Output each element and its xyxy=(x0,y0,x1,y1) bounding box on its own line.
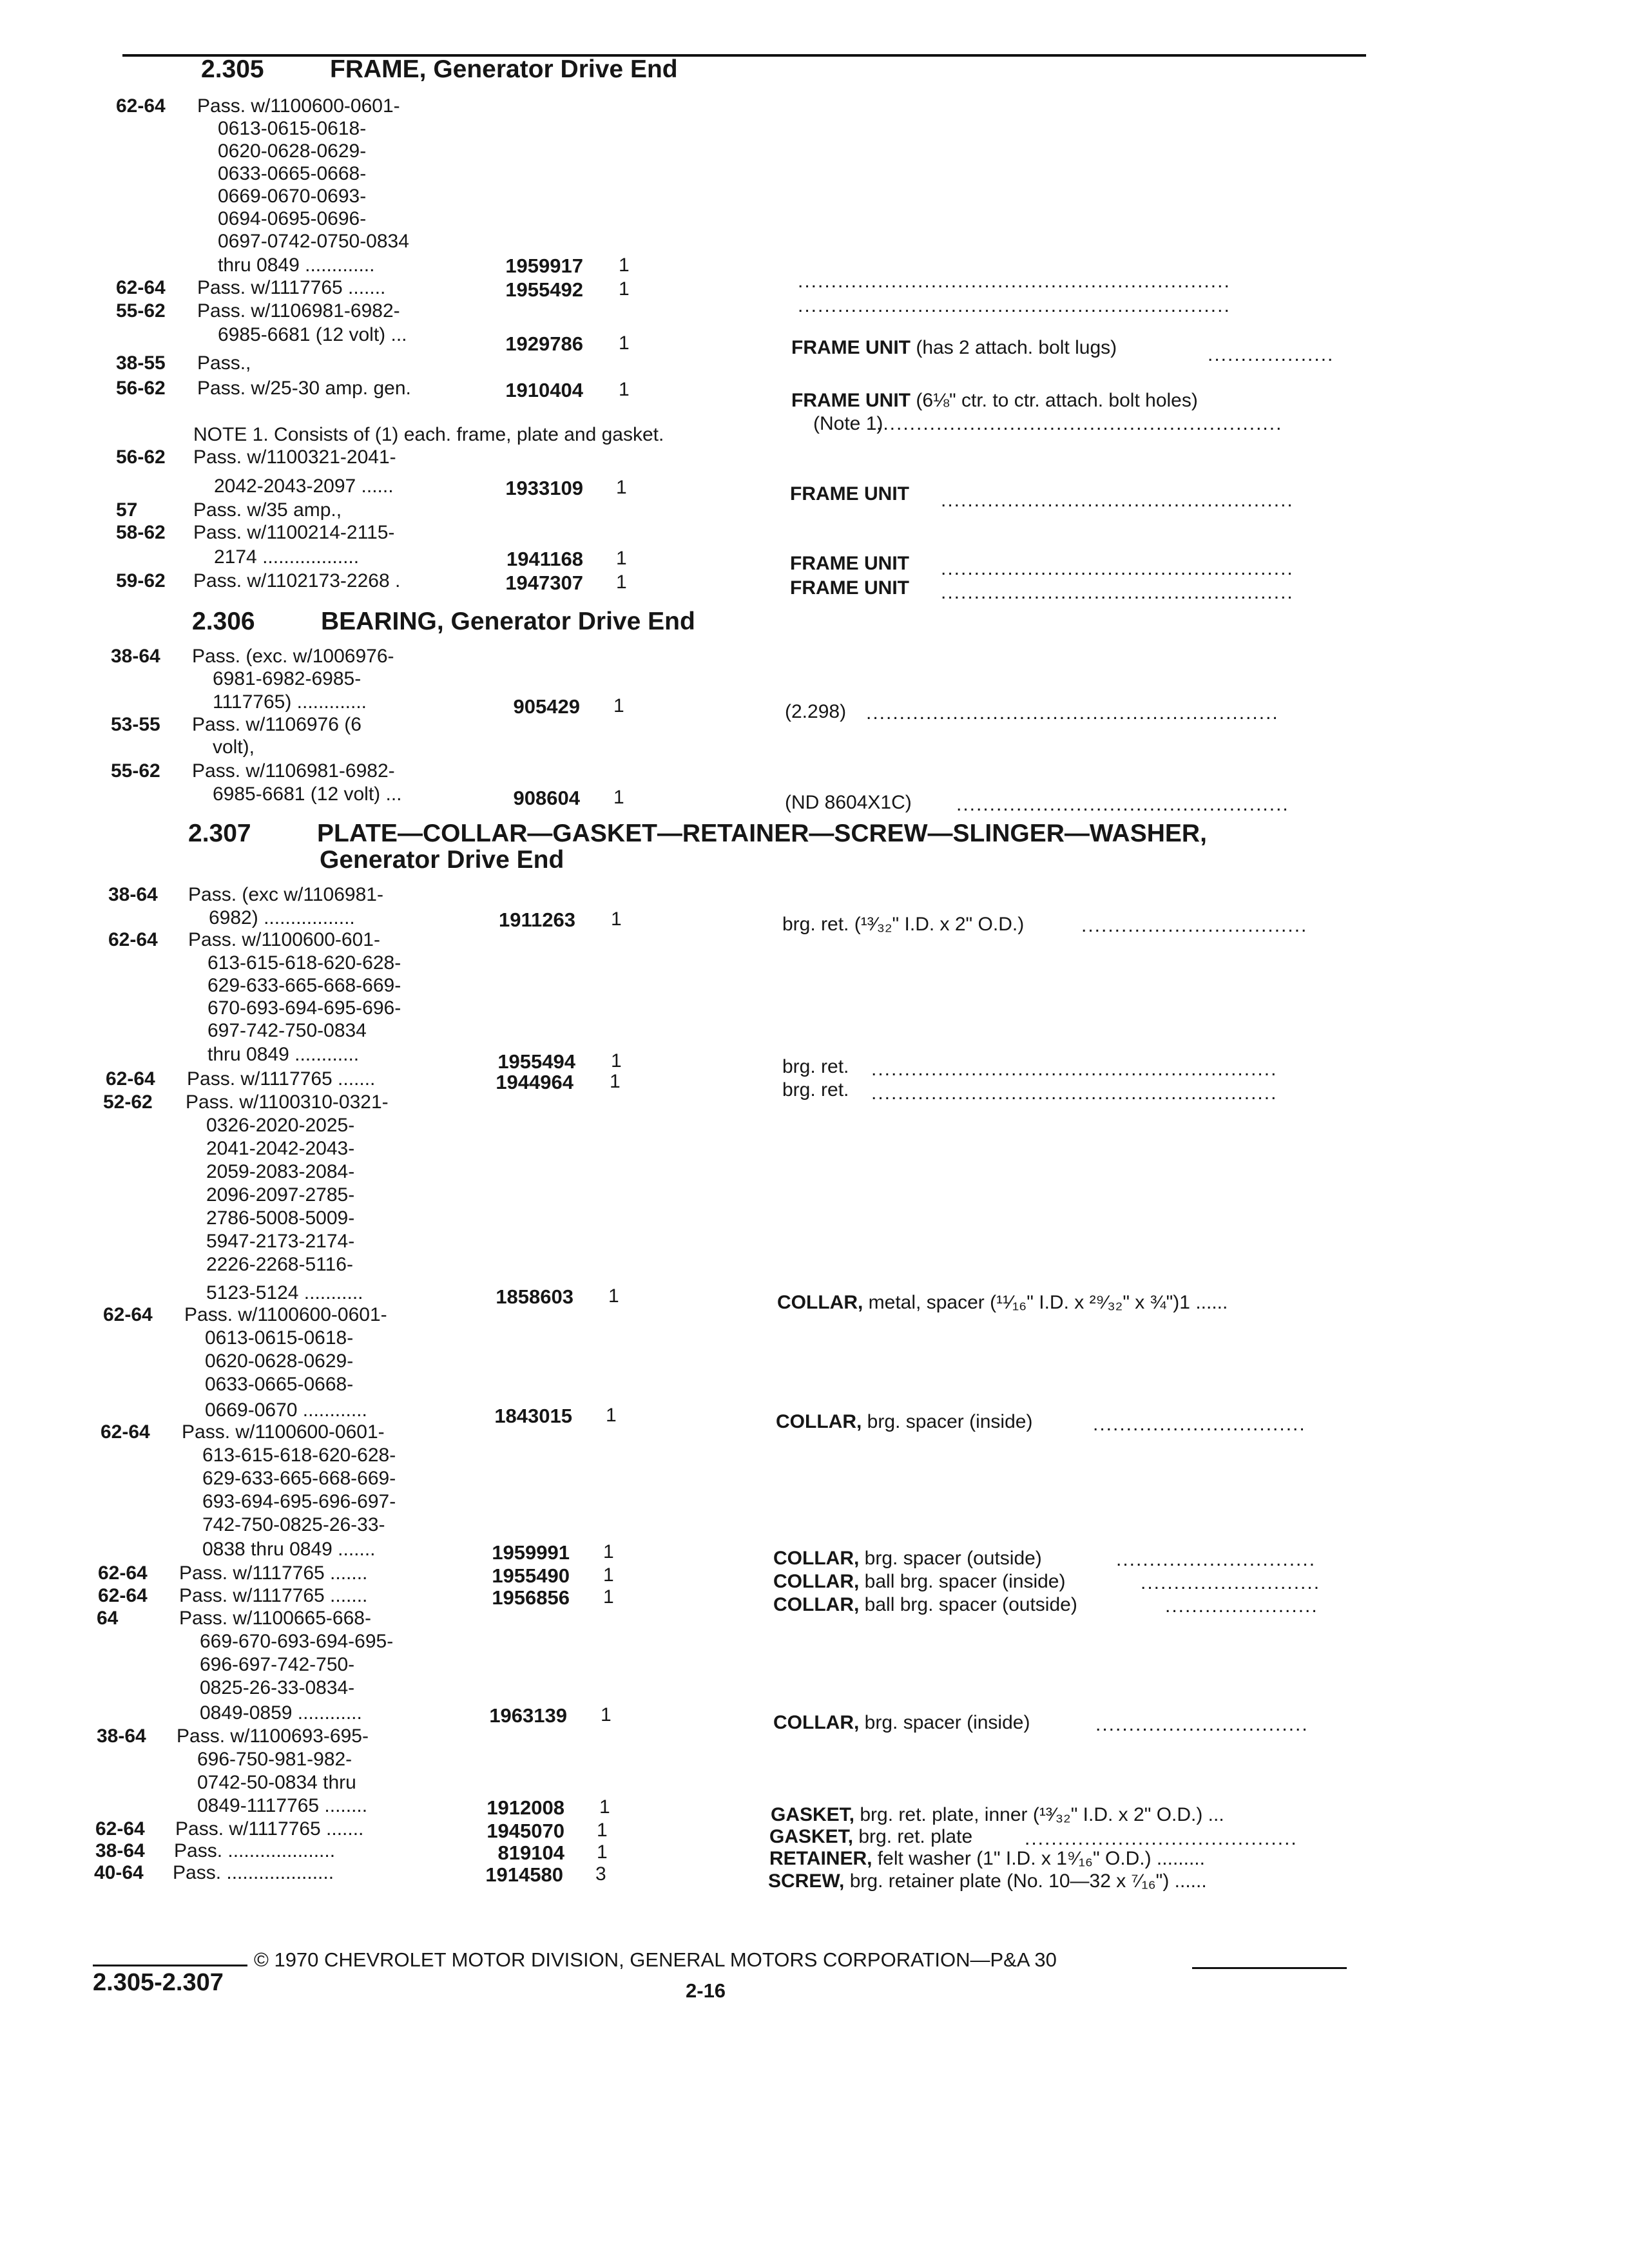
section-heading-2305 xyxy=(201,55,678,84)
page-number: 2-16 xyxy=(686,1979,726,2002)
application-line: 6985-6681 (12 volt) ... xyxy=(213,783,402,805)
application-line: 0849-0859 ............ xyxy=(200,1702,362,1724)
application-line: 6981-6982-6985- xyxy=(213,668,361,689)
application-line: 5947-2173-2174- xyxy=(206,1231,355,1252)
leader-dots: ....................... xyxy=(1165,1595,1318,1617)
application-line: 0694-0695-0696- xyxy=(218,208,367,229)
application-line: Pass. w/1100600-0601- xyxy=(197,95,400,117)
application-line: Pass. w/1100321-2041- xyxy=(193,447,396,468)
footer-copyright: © 1970 CHEVROLET MOTOR DIVISION, GENERAL MOTORS CORPORATION—P&A 30 xyxy=(254,1948,1057,1971)
part-description: SCREW, brg. retainer plate (No. 10—32 x ⁷⁄₁₆") ...... xyxy=(768,1870,1207,1892)
part-number: 1955490 xyxy=(492,1564,570,1587)
application-line: 0742-50-0834 thru xyxy=(197,1772,356,1793)
application-line: 6985-6681 (12 volt) ... xyxy=(218,324,407,345)
part-description: (ND 8604X1C) xyxy=(785,792,912,813)
leader-dots: .............................. xyxy=(1116,1549,1316,1570)
part-description: COLLAR, brg. spacer (outside) xyxy=(773,1548,1042,1569)
application-line: Pass. w/25-30 amp. gen. xyxy=(197,378,411,399)
quantity: 1 xyxy=(616,477,627,498)
part-number: 1955492 xyxy=(505,278,583,301)
years: 56-62 xyxy=(116,447,166,468)
quantity: 1 xyxy=(613,695,624,716)
years: 62-64 xyxy=(103,1304,153,1325)
application-line: 0633-0665-0668- xyxy=(218,163,367,184)
part-number: 905429 xyxy=(513,695,580,718)
quantity: 1 xyxy=(603,1586,614,1608)
part-description: RETAINER, felt washer (1" I.D. x 1⁹⁄₁₆" O.D.) ......... xyxy=(769,1848,1205,1869)
quantity: 1 xyxy=(619,278,630,300)
application-line: Pass. .................... xyxy=(174,1840,336,1861)
part-description: (2.298) xyxy=(785,701,847,722)
leader-dots: ............................................................. xyxy=(871,1082,1278,1104)
application-line: 2059-2083-2084- xyxy=(206,1161,355,1182)
years: 59-62 xyxy=(116,570,166,591)
part-number: 1914580 xyxy=(485,1863,563,1886)
leader-dots: ................................ xyxy=(1093,1414,1306,1435)
years: 62-64 xyxy=(106,1068,155,1090)
application-line: Pass. w/1100600-0601- xyxy=(184,1304,387,1325)
years: 62-64 xyxy=(116,277,166,298)
footer-rule-left xyxy=(93,1965,247,1966)
quantity: 1 xyxy=(619,332,630,354)
part-number: 1963139 xyxy=(489,1704,567,1727)
application-line: 742-750-0825-26-33- xyxy=(202,1514,385,1535)
application-line: 0620-0628-0629- xyxy=(205,1350,354,1372)
application-line: 2786-5008-5009- xyxy=(206,1207,355,1229)
application-line: Pass. w/1117765 ....... xyxy=(197,277,386,298)
leader-dots: ..................................................... xyxy=(941,558,1294,579)
part-description: COLLAR, ball brg. spacer (outside) xyxy=(773,1594,1077,1615)
application-line: volt), xyxy=(213,736,255,758)
part-description: brg. ret. (¹³⁄₃₂" I.D. x 2" O.D.) xyxy=(782,914,1025,935)
years: 53-55 xyxy=(111,714,160,735)
quantity: 1 xyxy=(613,787,624,808)
application-line: Pass. w/1117765 ....... xyxy=(179,1585,368,1606)
leader-dots: ......................................... xyxy=(1025,1828,1298,1849)
years: 38-64 xyxy=(111,646,160,667)
part-description: FRAME UNIT (has 2 attach. bolt lugs) xyxy=(791,337,1117,358)
application-line: 0825-26-33-0834- xyxy=(200,1677,355,1698)
part-number: 1912008 xyxy=(487,1796,564,1819)
application-line: 629-633-665-668-669- xyxy=(207,975,401,996)
application-line: 2096-2097-2785- xyxy=(206,1184,355,1206)
application-line: 693-694-695-696-697- xyxy=(202,1491,396,1512)
application-line: 0697-0742-0750-0834 xyxy=(218,231,409,252)
footer-rule-right xyxy=(1192,1967,1347,1969)
quantity: 1 xyxy=(608,1285,619,1307)
years: 62-64 xyxy=(98,1585,148,1606)
application-line: Pass. w/1106981-6982- xyxy=(197,300,400,322)
years: 58-62 xyxy=(116,522,166,543)
application-line: 0669-0670 ............ xyxy=(205,1399,367,1421)
quantity: 1 xyxy=(611,908,622,930)
quantity: 1 xyxy=(619,255,630,276)
part-description: brg. ret. xyxy=(782,1079,849,1100)
years: 62-64 xyxy=(95,1818,145,1840)
application-line: 2226-2268-5116- xyxy=(206,1254,353,1275)
years: 55-62 xyxy=(111,760,160,782)
part-number: 1947307 xyxy=(505,572,583,594)
application-line: 613-615-618-620-628- xyxy=(207,952,401,974)
application-line: 5123-5124 ........... xyxy=(206,1282,363,1303)
application-line: Pass. (exc. w/1006976- xyxy=(192,646,394,667)
years: 38-64 xyxy=(95,1840,145,1861)
application-line: 0669-0670-0693- xyxy=(218,186,367,207)
section-subtitle: Generator Drive End xyxy=(320,846,564,874)
part-description: COLLAR, ball brg. spacer (inside) xyxy=(773,1571,1066,1592)
years: 62-64 xyxy=(116,95,166,117)
part-description: brg. ret. xyxy=(782,1056,849,1077)
years: 57 xyxy=(116,499,138,521)
application-line: Pass. w/35 amp., xyxy=(193,499,342,521)
section-number: 2.307 xyxy=(188,820,251,847)
quantity: 1 xyxy=(603,1564,614,1586)
leader-dots: ................................................................. xyxy=(798,295,1231,316)
leader-dots: ..................................................... xyxy=(941,490,1294,511)
application-line: 629-633-665-668-669- xyxy=(202,1468,396,1489)
application-line: Pass. w/1106981-6982- xyxy=(192,760,395,782)
part-number: 1945070 xyxy=(487,1820,564,1842)
quantity: 1 xyxy=(610,1071,621,1092)
application-line: Pass. .................... xyxy=(173,1862,334,1883)
part-number: 1944964 xyxy=(496,1071,574,1093)
part-number: 1956856 xyxy=(492,1586,570,1609)
application-line: 1117765) ............. xyxy=(213,691,367,713)
part-number: 1929786 xyxy=(505,332,583,355)
leader-dots: ................................ xyxy=(1095,1714,1309,1735)
part-description: GASKET, brg. ret. plate, inner (¹³⁄₃₂" I.D. x 2" O.D.) ... xyxy=(771,1804,1224,1825)
quantity: 1 xyxy=(599,1796,610,1818)
application-line: Pass. w/1102173-2268 . xyxy=(193,570,401,591)
application-line: Pass. w/1100310-0321- xyxy=(186,1091,389,1113)
quantity: 1 xyxy=(616,572,627,593)
part-note-ref: (Note 1) xyxy=(813,413,883,434)
quantity: 1 xyxy=(616,548,627,569)
years: 38-64 xyxy=(108,884,158,905)
application-line: Pass. w/1100214-2115- xyxy=(193,522,395,543)
application-line: 669-670-693-694-695- xyxy=(200,1631,394,1652)
part-number: 1959917 xyxy=(505,255,583,277)
application-line: 2041-2042-2043- xyxy=(206,1138,355,1159)
part-description: COLLAR, brg. spacer (inside) xyxy=(773,1712,1030,1733)
application-line: Pass. w/1117765 ....... xyxy=(179,1562,368,1584)
years: 62-64 xyxy=(98,1562,148,1584)
leader-dots: ................................................................. xyxy=(798,271,1231,292)
leader-dots: .............................................................. xyxy=(866,702,1279,724)
application-line: 2042-2043-2097 ...... xyxy=(214,476,394,497)
years: 52-62 xyxy=(103,1091,153,1113)
years: 55-62 xyxy=(116,300,166,322)
quantity: 1 xyxy=(597,1841,608,1863)
section-heading-2306 xyxy=(192,608,695,636)
part-number: 1910404 xyxy=(505,379,583,401)
application-line: 0326-2020-2025- xyxy=(206,1115,355,1136)
application-line: 697-742-750-0834 xyxy=(207,1020,367,1041)
footer-section-range: 2.305-2.307 xyxy=(93,1969,224,1996)
part-description: GASKET, brg. ret. plate xyxy=(769,1826,973,1847)
years: 64 xyxy=(97,1608,119,1629)
application-line: Pass. w/1100665-668- xyxy=(179,1608,371,1629)
application-line: Pass. w/1117765 ....... xyxy=(187,1068,376,1090)
part-description: COLLAR, brg. spacer (inside) xyxy=(776,1411,1033,1432)
part-number: 1843015 xyxy=(494,1405,572,1427)
application-line: 670-693-694-695-696- xyxy=(207,997,401,1019)
application-line: 0613-0615-0618- xyxy=(205,1327,354,1349)
section-number: 2.306 xyxy=(192,608,255,635)
part-number: 1959991 xyxy=(492,1541,570,1564)
section-title: PLATE—COLLAR—GASKET—RETAINER—SCREW—SLINGER—WASHER, xyxy=(317,820,1207,847)
section-title: FRAME, Generator Drive End xyxy=(330,55,678,83)
part-number: 1941168 xyxy=(506,548,583,570)
application-line: 0633-0665-0668- xyxy=(205,1374,354,1395)
years: 62-64 xyxy=(108,929,158,950)
section-heading-2307 xyxy=(188,820,1207,848)
application-line: 0849-1117765 ........ xyxy=(197,1795,368,1816)
years: 40-64 xyxy=(94,1862,144,1883)
section-title: BEARING, Generator Drive End xyxy=(321,608,695,635)
part-number: 1955494 xyxy=(497,1050,575,1073)
years: 56-62 xyxy=(116,378,166,399)
years: 62-64 xyxy=(101,1421,150,1443)
quantity: 1 xyxy=(606,1405,617,1426)
quantity: 1 xyxy=(603,1541,614,1562)
application-line: Pass. w/1100693-695- xyxy=(177,1725,369,1747)
leader-dots: .................................................. xyxy=(956,794,1289,815)
application-line: Pass. w/1117765 ....... xyxy=(175,1818,364,1840)
leader-dots: ............................................................. xyxy=(876,413,1283,434)
part-description: FRAME UNIT xyxy=(790,483,909,505)
part-description: COLLAR, metal, spacer (¹¹⁄₁₆" I.D. x ²⁹⁄₃₂" x ¾")1 ...... xyxy=(777,1292,1228,1313)
application-line: Pass. (exc w/1106981- xyxy=(188,884,383,905)
quantity: 1 xyxy=(619,379,630,400)
years: 38-64 xyxy=(97,1725,146,1747)
application-line: 696-697-742-750- xyxy=(200,1654,355,1675)
part-description: FRAME UNIT xyxy=(790,577,909,599)
application-line: Pass. w/1106976 (6 xyxy=(192,714,361,735)
application-line: thru 0849 ............ xyxy=(207,1044,360,1065)
application-line: thru 0849 ............. xyxy=(218,255,375,276)
leader-dots: ........................... xyxy=(1141,1572,1321,1593)
application-line: 696-750-981-982- xyxy=(197,1749,352,1770)
part-number: 1858603 xyxy=(496,1285,574,1308)
part-description: FRAME UNIT xyxy=(790,553,909,574)
leader-dots: ............................................................. xyxy=(871,1059,1278,1080)
section-number: 2.305 xyxy=(201,55,264,83)
application-line: Pass., xyxy=(197,352,251,374)
application-line: 2174 .................. xyxy=(214,546,360,568)
quantity: 3 xyxy=(595,1863,606,1885)
leader-dots: ..................................................... xyxy=(941,582,1294,603)
part-number: 1933109 xyxy=(505,477,583,499)
application-line: 0620-0628-0629- xyxy=(218,140,367,162)
application-line: 0838 thru 0849 ....... xyxy=(202,1539,376,1560)
quantity: 1 xyxy=(597,1820,608,1841)
part-number: 1911263 xyxy=(499,908,575,931)
part-description: FRAME UNIT (6⅛" ctr. to ctr. attach. bolt holes) xyxy=(791,390,1198,411)
part-number: 819104 xyxy=(497,1841,564,1864)
application-line: 613-615-618-620-628- xyxy=(202,1445,396,1466)
years: 38-55 xyxy=(116,352,166,374)
leader-dots: .................................. xyxy=(1081,915,1308,936)
quantity: 1 xyxy=(611,1050,622,1072)
application-line: 0613-0615-0618- xyxy=(218,118,367,139)
part-number: 908604 xyxy=(513,787,580,809)
quantity: 1 xyxy=(601,1704,612,1725)
application-line: Pass. w/1100600-0601- xyxy=(182,1421,385,1443)
application-line: Pass. w/1100600-601- xyxy=(188,929,380,950)
application-line: 6982) ................. xyxy=(209,907,355,928)
section-note: NOTE 1. Consists of (1) each. frame, plate and gasket. xyxy=(193,424,664,445)
leader-dots: ................... xyxy=(1208,344,1335,365)
